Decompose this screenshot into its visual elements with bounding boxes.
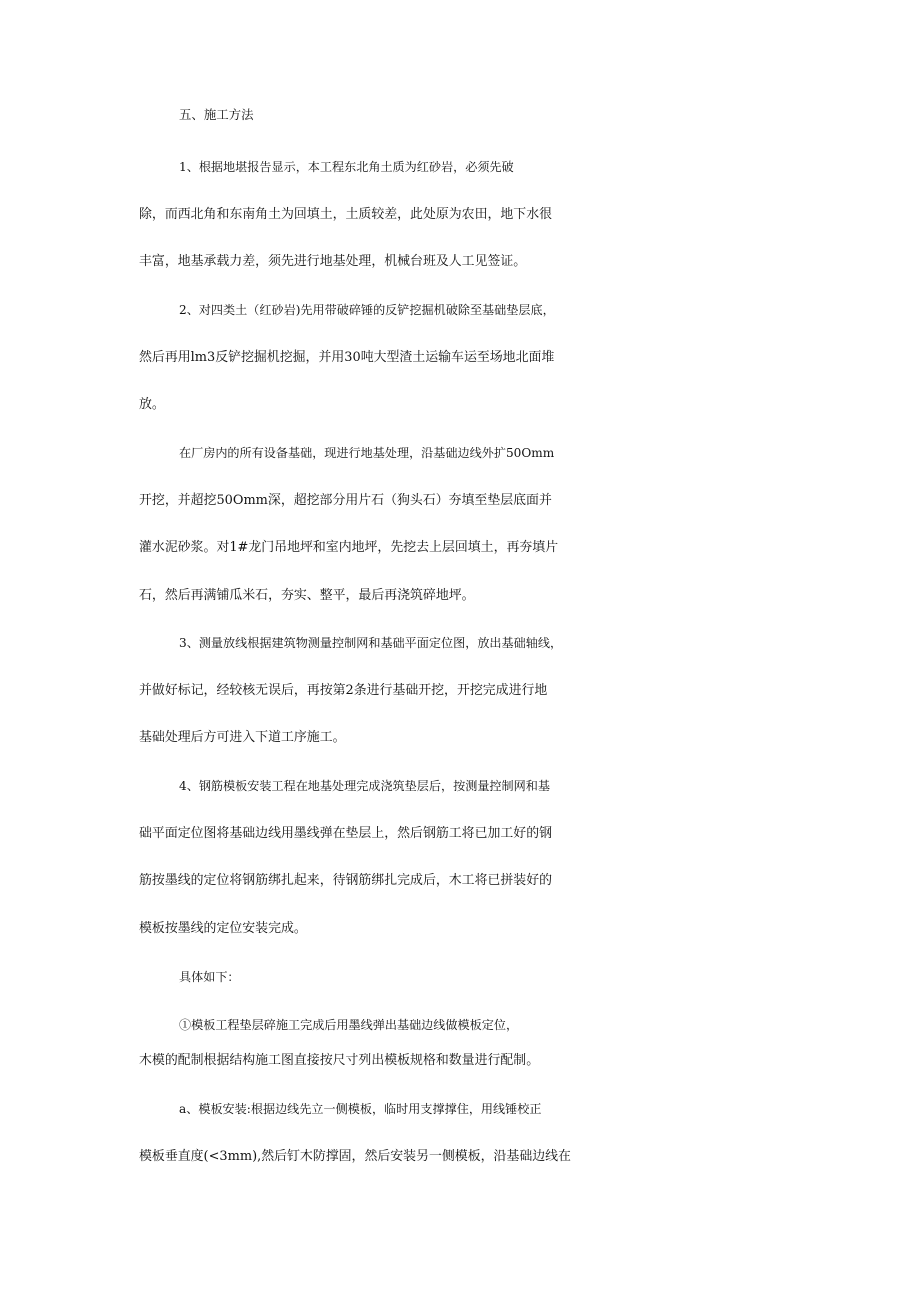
paragraph-3-line-3: 灌水泥砂浆。对1#龙门吊地坪和室内地坪，先挖去上层回填土，再夯填片 <box>139 540 559 555</box>
paragraph-1-line-3: 丰富，地基承载力差，须先进行地基处理，机械台班及人工见签证。 <box>139 254 527 269</box>
paragraph-3-line-4: 石，然后再满铺瓜米石，夯实、整平，最后再浇筑碎地坪。 <box>139 588 475 603</box>
paragraph-4-line-3: 基础处理后方可进入下道工序施工。 <box>139 730 346 745</box>
paragraph-1-line-1: 1、根据地堪报告显示，本工程东北角土质为红砂岩，必须先破 <box>179 160 514 174</box>
paragraph-1-line-2: 除，而西北角和东南角土为回填土，土质较差，此处原为农田，地下水很 <box>139 207 553 222</box>
section-heading: 五、施工方法 <box>179 107 254 122</box>
paragraph-5-line-3: 筋按墨线的定位将钢筋绑扎起来，待钢筋绑扎完成后，木工将已拼装好的 <box>139 873 553 888</box>
paragraph-2-line-2: 然后再用lm3反铲挖掘机挖掘，并用30吨大型渣土运输车运至场地北面堆 <box>139 350 555 365</box>
paragraph-4-line-2: 并做好标记，经较核无误后，再按第2条进行基础开挖，开挖完成进行地 <box>139 683 548 698</box>
paragraph-3-line-1: 在厂房内的所有设备基础，现进行地基处理，沿基础边线外扩50Omm <box>179 446 555 460</box>
paragraph-5-line-4: 模板按墨线的定位安装完成。 <box>139 921 307 936</box>
paragraph-2-line-3: 放。 <box>139 397 165 412</box>
paragraph-8-line-2: 模板垂直度(<3mm),然后钉木防撑固，然后安装另一侧模板，沿基础边线在 <box>139 1149 571 1164</box>
paragraph-4-line-1: 3、测量放线根据建筑物测量控制网和基础平面定位图，放出基础轴线， <box>179 636 563 650</box>
paragraph-8-line-1: a、模板安装:根据边线先立一侧模板，临时用支撑撑住，用线锤校正 <box>179 1102 542 1116</box>
paragraph-6-line-1: 具体如下： <box>179 970 240 984</box>
paragraph-7-line-1: ①模板工程垫层碎施工完成后用墨线弹出基础边线做模板定位， <box>179 1018 519 1032</box>
paragraph-3-line-2: 开挖，并超挖50Omm深，超挖部分用片石（狗头石）夯填至垫层底面并 <box>139 493 552 508</box>
paragraph-5-line-1: 4、钢筋模板安装工程在地基处理完成浇筑垫层后，按测量控制网和基 <box>179 779 550 793</box>
paragraph-5-line-2: 础平面定位图将基础边线用墨线弹在垫层上，然后钢筋工将已加工好的钢 <box>139 826 553 841</box>
paragraph-7-line-2: 木模的配制根据结构施工图直接按尺寸列出模板规格和数量进行配制。 <box>139 1053 540 1068</box>
paragraph-2-line-1: 2、对四类土（红砂岩)先用带破碎锤的反铲挖掘机破除至基础垫层底， <box>179 303 555 317</box>
